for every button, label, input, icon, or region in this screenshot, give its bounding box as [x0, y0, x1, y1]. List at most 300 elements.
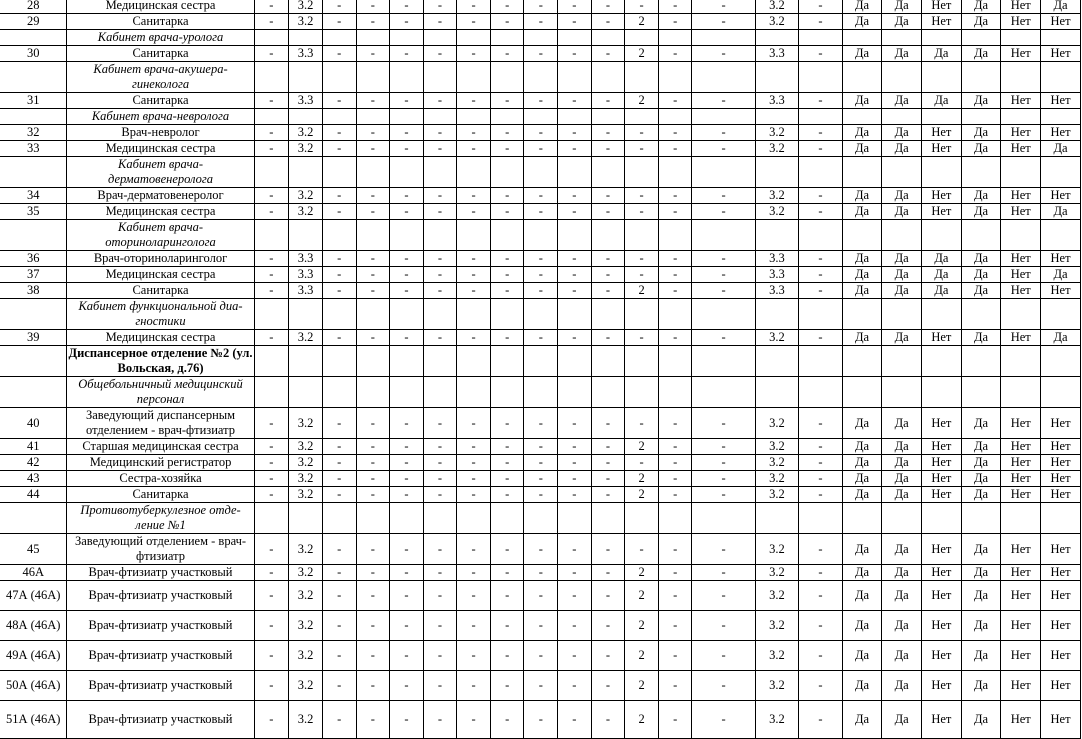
- value-cell: -: [591, 283, 625, 299]
- value-cell: -: [692, 611, 755, 641]
- value-cell: -: [356, 330, 390, 346]
- value-cell: -: [799, 283, 842, 299]
- value-cell: Да: [882, 330, 922, 346]
- value-cell: -: [658, 125, 692, 141]
- value-cell: 3.2: [289, 330, 323, 346]
- value-cell: Нет: [1001, 93, 1041, 109]
- value-cell: Да: [961, 408, 1001, 439]
- value-cell: -: [254, 46, 289, 62]
- value-cell: -: [457, 204, 491, 220]
- empty-cell: [558, 157, 592, 188]
- value-cell: 3.2: [755, 439, 799, 455]
- value-cell: -: [692, 267, 755, 283]
- value-cell: -: [625, 251, 659, 267]
- table-row: [0, 283, 1081, 299]
- value-cell: Нет: [1001, 408, 1041, 439]
- empty-cell: [842, 377, 882, 408]
- row-number-cell: 38: [0, 283, 67, 299]
- empty-cell: [1001, 157, 1041, 188]
- value-cell: -: [625, 455, 659, 471]
- value-cell: Нет: [921, 471, 961, 487]
- value-cell: -: [658, 581, 692, 611]
- empty-cell: [524, 109, 558, 125]
- value-cell: 3.3: [289, 93, 323, 109]
- empty-cell: [799, 346, 842, 377]
- table-row: [0, 251, 1081, 267]
- value-cell: -: [558, 0, 592, 14]
- row-number-cell: 49А (46А): [0, 641, 67, 671]
- value-cell: Нет: [1001, 125, 1041, 141]
- value-cell: Да: [882, 14, 922, 30]
- value-cell: -: [658, 141, 692, 157]
- empty-cell: [961, 30, 1001, 46]
- value-cell: 3.2: [289, 534, 323, 565]
- value-cell: Да: [842, 641, 882, 671]
- empty-cell: [254, 30, 289, 46]
- value-cell: -: [558, 581, 592, 611]
- value-cell: -: [254, 487, 289, 503]
- value-cell: -: [490, 125, 524, 141]
- empty-cell: [692, 503, 755, 534]
- value-cell: Нет: [921, 141, 961, 157]
- empty-cell: [961, 157, 1001, 188]
- value-cell: -: [457, 408, 491, 439]
- value-cell: -: [322, 565, 356, 581]
- empty-cell: [591, 62, 625, 93]
- value-cell: Да: [882, 46, 922, 62]
- value-cell: -: [658, 0, 692, 14]
- value-cell: Да: [882, 408, 922, 439]
- value-cell: -: [390, 251, 424, 267]
- row-number-cell: 44: [0, 487, 67, 503]
- value-cell: Нет: [1001, 641, 1041, 671]
- position-cell: Заведующий диспансерным отделением - врач-фтизиатр: [67, 408, 254, 439]
- empty-cell: [390, 377, 424, 408]
- section-header-row: [0, 157, 1081, 188]
- empty-cell: [921, 157, 961, 188]
- empty-cell: [457, 220, 491, 251]
- value-cell: -: [591, 125, 625, 141]
- table-row: [0, 46, 1081, 62]
- value-cell: Нет: [1001, 283, 1041, 299]
- value-cell: -: [322, 204, 356, 220]
- table-row: [0, 188, 1081, 204]
- value-cell: Да: [842, 14, 882, 30]
- value-cell: Да: [842, 283, 882, 299]
- value-cell: Да: [961, 439, 1001, 455]
- value-cell: -: [490, 671, 524, 701]
- value-cell: -: [254, 455, 289, 471]
- value-cell: Нет: [1001, 565, 1041, 581]
- empty-cell: [842, 220, 882, 251]
- value-cell: -: [799, 330, 842, 346]
- position-cell: Санитарка: [67, 487, 254, 503]
- section-header-row: [0, 299, 1081, 330]
- value-cell: 3.2: [755, 641, 799, 671]
- value-cell: Да: [961, 565, 1001, 581]
- value-cell: Да: [961, 204, 1001, 220]
- position-cell: Врач-дерматовенеролог: [67, 188, 254, 204]
- section-title: Общебольничный медицинский персонал: [67, 377, 254, 408]
- value-cell: -: [356, 671, 390, 701]
- value-cell: 3.2: [755, 471, 799, 487]
- value-cell: -: [799, 455, 842, 471]
- value-cell: -: [658, 188, 692, 204]
- value-cell: Да: [1041, 141, 1081, 157]
- value-cell: -: [625, 267, 659, 283]
- value-cell: -: [658, 565, 692, 581]
- empty-cell: [423, 62, 457, 93]
- value-cell: -: [799, 141, 842, 157]
- empty-cell: [882, 157, 922, 188]
- value-cell: -: [390, 439, 424, 455]
- row-number-cell: 37: [0, 267, 67, 283]
- value-cell: Да: [842, 455, 882, 471]
- value-cell: Да: [842, 581, 882, 611]
- value-cell: 2: [625, 565, 659, 581]
- empty-cell: [524, 62, 558, 93]
- empty-cell: [0, 220, 67, 251]
- empty-cell: [457, 157, 491, 188]
- value-cell: Да: [882, 611, 922, 641]
- value-cell: -: [390, 534, 424, 565]
- table-row: [0, 0, 1081, 14]
- value-cell: Нет: [921, 611, 961, 641]
- value-cell: -: [423, 471, 457, 487]
- value-cell: -: [625, 0, 659, 14]
- value-cell: -: [457, 581, 491, 611]
- value-cell: -: [423, 641, 457, 671]
- position-cell: Врач-оториноларинголог: [67, 251, 254, 267]
- value-cell: -: [591, 471, 625, 487]
- empty-cell: [921, 346, 961, 377]
- empty-cell: [356, 346, 390, 377]
- value-cell: Да: [842, 701, 882, 739]
- value-cell: Да: [882, 671, 922, 701]
- value-cell: -: [457, 701, 491, 739]
- value-cell: Нет: [1001, 188, 1041, 204]
- value-cell: -: [490, 204, 524, 220]
- row-number-cell: 45: [0, 534, 67, 565]
- empty-cell: [1001, 220, 1041, 251]
- value-cell: -: [457, 283, 491, 299]
- value-cell: -: [457, 14, 491, 30]
- empty-cell: [322, 220, 356, 251]
- value-cell: -: [524, 487, 558, 503]
- value-cell: -: [254, 125, 289, 141]
- table-row: [0, 701, 1081, 739]
- value-cell: Нет: [1001, 581, 1041, 611]
- empty-cell: [882, 299, 922, 330]
- value-cell: -: [799, 125, 842, 141]
- value-cell: -: [591, 701, 625, 739]
- value-cell: -: [356, 641, 390, 671]
- value-cell: -: [591, 14, 625, 30]
- value-cell: 3.2: [755, 330, 799, 346]
- table-row: [0, 439, 1081, 455]
- value-cell: -: [254, 641, 289, 671]
- value-cell: -: [390, 46, 424, 62]
- value-cell: -: [356, 534, 390, 565]
- empty-cell: [356, 299, 390, 330]
- empty-cell: [457, 62, 491, 93]
- empty-cell: [457, 346, 491, 377]
- value-cell: -: [423, 455, 457, 471]
- empty-cell: [356, 109, 390, 125]
- empty-cell: [882, 109, 922, 125]
- value-cell: -: [558, 330, 592, 346]
- value-cell: Нет: [1041, 125, 1081, 141]
- value-cell: Нет: [921, 534, 961, 565]
- value-cell: -: [524, 46, 558, 62]
- value-cell: -: [423, 565, 457, 581]
- value-cell: -: [457, 330, 491, 346]
- value-cell: -: [524, 283, 558, 299]
- value-cell: -: [457, 251, 491, 267]
- value-cell: -: [658, 93, 692, 109]
- value-cell: -: [692, 251, 755, 267]
- value-cell: -: [591, 487, 625, 503]
- value-cell: Нет: [1001, 267, 1041, 283]
- empty-cell: [882, 346, 922, 377]
- value-cell: -: [524, 267, 558, 283]
- value-cell: -: [322, 641, 356, 671]
- value-cell: -: [322, 471, 356, 487]
- position-cell: Медицинская сестра: [67, 204, 254, 220]
- value-cell: Нет: [1001, 611, 1041, 641]
- empty-cell: [558, 220, 592, 251]
- empty-cell: [558, 346, 592, 377]
- value-cell: -: [524, 455, 558, 471]
- value-cell: -: [558, 204, 592, 220]
- value-cell: Нет: [1041, 565, 1081, 581]
- value-cell: -: [490, 46, 524, 62]
- department-header-row: [0, 346, 1081, 377]
- value-cell: Да: [961, 330, 1001, 346]
- value-cell: -: [423, 581, 457, 611]
- value-cell: -: [524, 188, 558, 204]
- value-cell: -: [524, 439, 558, 455]
- value-cell: -: [524, 534, 558, 565]
- value-cell: Да: [961, 701, 1001, 739]
- empty-cell: [799, 503, 842, 534]
- value-cell: -: [254, 439, 289, 455]
- empty-cell: [882, 503, 922, 534]
- empty-cell: [961, 220, 1001, 251]
- value-cell: -: [799, 565, 842, 581]
- value-cell: Да: [842, 204, 882, 220]
- value-cell: -: [490, 408, 524, 439]
- value-cell: -: [390, 641, 424, 671]
- value-cell: -: [423, 93, 457, 109]
- table-row: [0, 141, 1081, 157]
- value-cell: 3.2: [755, 14, 799, 30]
- value-cell: 3.2: [755, 701, 799, 739]
- empty-cell: [423, 503, 457, 534]
- position-cell: Врач-фтизиатр участковый: [67, 701, 254, 739]
- position-cell: Врач-невролог: [67, 125, 254, 141]
- empty-cell: [490, 220, 524, 251]
- empty-cell: [1041, 503, 1081, 534]
- value-cell: -: [390, 125, 424, 141]
- value-cell: -: [692, 125, 755, 141]
- table-row: [0, 641, 1081, 671]
- empty-cell: [755, 109, 799, 125]
- value-cell: Нет: [1041, 611, 1081, 641]
- empty-cell: [356, 220, 390, 251]
- value-cell: -: [254, 0, 289, 14]
- value-cell: -: [524, 701, 558, 739]
- empty-cell: [289, 109, 323, 125]
- row-number-cell: 41: [0, 439, 67, 455]
- empty-cell: [490, 377, 524, 408]
- value-cell: -: [254, 93, 289, 109]
- value-cell: -: [692, 701, 755, 739]
- value-cell: 3.3: [755, 46, 799, 62]
- value-cell: -: [524, 671, 558, 701]
- value-cell: -: [356, 188, 390, 204]
- value-cell: Да: [961, 534, 1001, 565]
- value-cell: -: [524, 330, 558, 346]
- value-cell: Нет: [1001, 487, 1041, 503]
- empty-cell: [322, 503, 356, 534]
- value-cell: -: [692, 671, 755, 701]
- value-cell: 3.3: [289, 46, 323, 62]
- value-cell: -: [490, 14, 524, 30]
- value-cell: -: [558, 641, 592, 671]
- value-cell: -: [356, 0, 390, 14]
- value-cell: Да: [842, 471, 882, 487]
- value-cell: 3.3: [289, 283, 323, 299]
- value-cell: -: [356, 125, 390, 141]
- value-cell: -: [254, 408, 289, 439]
- section-title: Кабинет врача-уролога: [67, 30, 254, 46]
- empty-cell: [658, 377, 692, 408]
- value-cell: -: [356, 565, 390, 581]
- value-cell: -: [799, 46, 842, 62]
- value-cell: -: [799, 439, 842, 455]
- value-cell: -: [799, 0, 842, 14]
- position-cell: Медицинская сестра: [67, 141, 254, 157]
- value-cell: -: [457, 641, 491, 671]
- row-number-cell: 39: [0, 330, 67, 346]
- value-cell: -: [322, 534, 356, 565]
- empty-cell: [0, 62, 67, 93]
- value-cell: -: [692, 188, 755, 204]
- value-cell: Да: [842, 188, 882, 204]
- empty-cell: [692, 220, 755, 251]
- value-cell: Нет: [1041, 471, 1081, 487]
- value-cell: -: [591, 0, 625, 14]
- row-number-cell: 31: [0, 93, 67, 109]
- empty-cell: [322, 62, 356, 93]
- row-number-cell: 51А (46А): [0, 701, 67, 739]
- value-cell: -: [457, 565, 491, 581]
- empty-cell: [390, 109, 424, 125]
- value-cell: -: [558, 439, 592, 455]
- value-cell: -: [799, 204, 842, 220]
- empty-cell: [0, 346, 67, 377]
- empty-cell: [591, 220, 625, 251]
- value-cell: -: [490, 611, 524, 641]
- empty-cell: [921, 299, 961, 330]
- value-cell: Да: [961, 581, 1001, 611]
- empty-cell: [842, 157, 882, 188]
- value-cell: -: [558, 701, 592, 739]
- empty-cell: [625, 109, 659, 125]
- value-cell: -: [390, 408, 424, 439]
- value-cell: -: [799, 671, 842, 701]
- value-cell: Да: [882, 188, 922, 204]
- value-cell: -: [423, 125, 457, 141]
- row-number-cell: 30: [0, 46, 67, 62]
- value-cell: -: [490, 701, 524, 739]
- value-cell: -: [322, 283, 356, 299]
- value-cell: 3.2: [755, 408, 799, 439]
- value-cell: -: [524, 14, 558, 30]
- value-cell: -: [390, 267, 424, 283]
- empty-cell: [289, 157, 323, 188]
- value-cell: Да: [842, 125, 882, 141]
- table-row: [0, 471, 1081, 487]
- value-cell: Нет: [921, 439, 961, 455]
- position-cell: Медицинская сестра: [67, 0, 254, 14]
- value-cell: -: [457, 267, 491, 283]
- empty-cell: [755, 503, 799, 534]
- value-cell: -: [524, 408, 558, 439]
- empty-cell: [289, 62, 323, 93]
- empty-cell: [490, 299, 524, 330]
- empty-cell: [289, 377, 323, 408]
- value-cell: 3.2: [755, 455, 799, 471]
- empty-cell: [625, 220, 659, 251]
- empty-cell: [658, 503, 692, 534]
- value-cell: -: [658, 204, 692, 220]
- empty-cell: [591, 503, 625, 534]
- value-cell: -: [591, 641, 625, 671]
- value-cell: Нет: [1001, 0, 1041, 14]
- row-number-cell: 36: [0, 251, 67, 267]
- position-cell: Санитарка: [67, 93, 254, 109]
- value-cell: -: [390, 671, 424, 701]
- empty-cell: [1041, 30, 1081, 46]
- empty-cell: [921, 503, 961, 534]
- value-cell: -: [457, 93, 491, 109]
- value-cell: Да: [882, 267, 922, 283]
- value-cell: -: [558, 471, 592, 487]
- section-header-row: [0, 377, 1081, 408]
- value-cell: 3.2: [289, 455, 323, 471]
- value-cell: 2: [625, 611, 659, 641]
- value-cell: -: [558, 455, 592, 471]
- value-cell: -: [799, 581, 842, 611]
- value-cell: Да: [961, 267, 1001, 283]
- value-cell: 2: [625, 93, 659, 109]
- empty-cell: [524, 157, 558, 188]
- empty-cell: [1041, 62, 1081, 93]
- value-cell: -: [490, 455, 524, 471]
- value-cell: Да: [882, 455, 922, 471]
- empty-cell: [322, 299, 356, 330]
- value-cell: Да: [842, 534, 882, 565]
- value-cell: Нет: [1041, 439, 1081, 455]
- value-cell: Да: [842, 439, 882, 455]
- value-cell: -: [591, 439, 625, 455]
- empty-cell: [882, 62, 922, 93]
- empty-cell: [254, 377, 289, 408]
- empty-cell: [755, 157, 799, 188]
- value-cell: -: [390, 455, 424, 471]
